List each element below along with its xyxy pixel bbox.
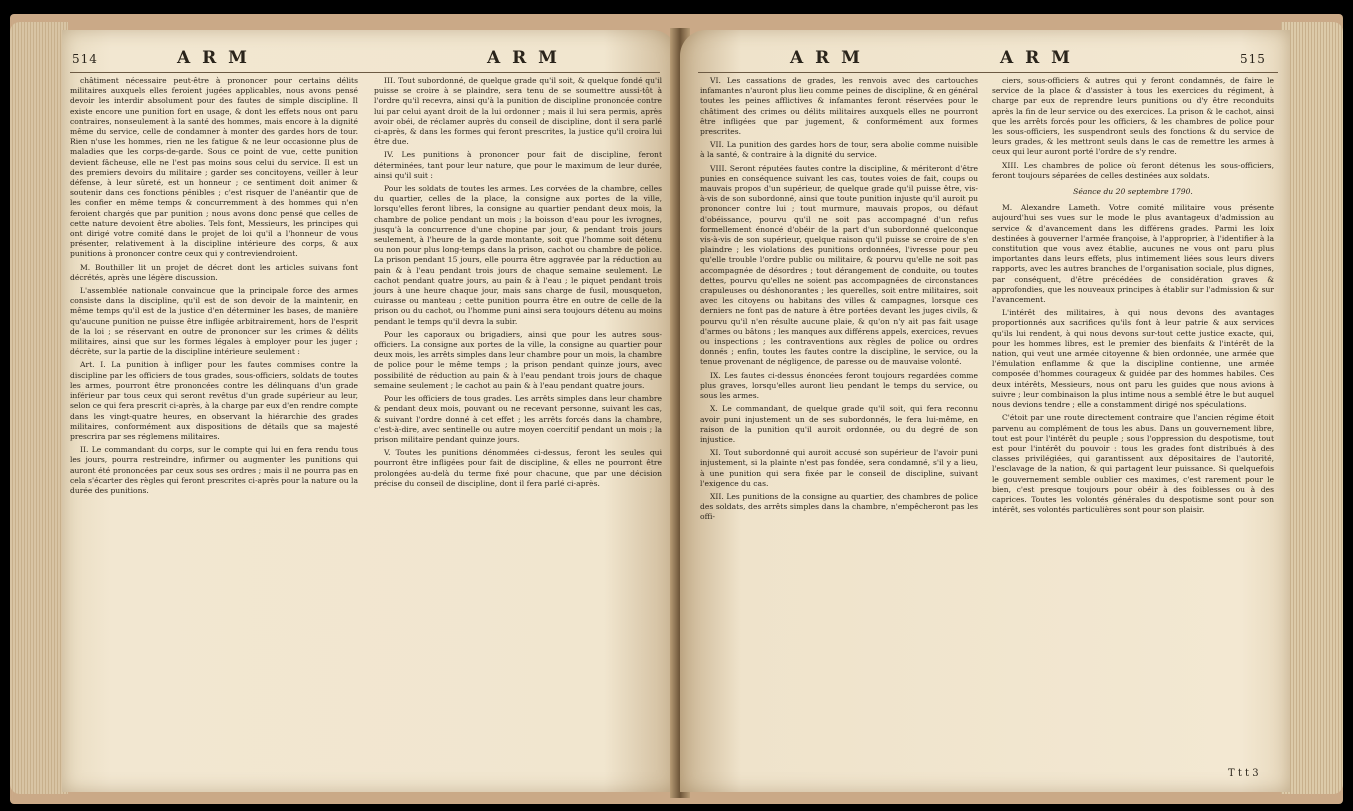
paragraph: IX. Les fautes ci-dessus énoncées feront toujours regardées comme plus graves, lorsqu'elles auront lieu pendant le temps du service, ou sous les armes. bbox=[700, 370, 978, 401]
paragraph: VII. La punition des gardes hors de tour, sera abolie comme nuisible à la santé, & contraire à la dignité du service. bbox=[700, 140, 978, 160]
signature-mark: T t t 3 bbox=[1228, 768, 1259, 779]
paragraph: VI. Les cassations de grades, les renvois avec des cartouches infamantes n'auront plus lieu comme peines de discipline, & en général toutes les peines afflictives & infamantes feront réservées pour le châtiment des crimes ou délits militaires auxquels elles ne pourront être infligées que par jugement, & conformément aux formes prescrites. bbox=[700, 76, 978, 137]
session-title: Séance du 20 septembre 1790. bbox=[1073, 187, 1193, 197]
paragraph: L'intérêt des militaires, à qui nous devons des avantages proportionnés aux sacrifices qu'ils font à leur patrie & aux services qu'ils lui rendent, à qui nous devons sur-tout cette justice exacte, qui, pour les hommes libres, est le premier des bienfaits & l'intérêt de la nation, qui veut une armée citoyenne & bien ordonnée, une armée que l'émulation enflamme & que la discipline contienne, une armée composée d'hommes courageux & guidée par des hommes habiles. Ces deux intérêts, Messieurs, nous ont paru les guides que nous avions à suivre ; leur combinaison la plus intime nous a semblé être le but auquel nous devions tendre ; elle a constamment dirigé nos spéculations. bbox=[992, 308, 1274, 410]
right-column-2 bbox=[992, 76, 1274, 518]
paragraph: Pour les soldats de toutes les armes. Les corvées de la chambre, celles du quartier, celles de la place, la consigne aux portes de la ville, lorsqu'elles feront libres, la consigne au quartier pendant deux mois, la chambre de police pendant un mois ; la boisson d'eau pour les ivrognes, jusqu'à la concurrence d'une chopine par jour, & pendant trois jours seulement, à l'heure de la garde montante, soit que l'homme soit détenu ou non pour plus long-temps dans la prison, cachot ou chambre de police. La prison pendant 15 jours, elle pourra être aggravée par la réduction au pain & à l'eau pendant trois jours de chaque semaine seulement. Le cachot pendant quatre jours, au pain & à l'eau ; le piquet pendant trois jours à une heure chaque jour, mais sans charge de fusil, mousqueton, cuirasse ou manteau ; cette punition pourra être en outre de celle de la prison ou du cachot, ou l'homme puni ainsi sera toujours détenu au moins pendant le temps qu'il devra la subir. bbox=[374, 184, 662, 326]
paragraph: Pour les caporaux ou brigadiers, ainsi que pour les autres sous-officiers. La consigne aux portes de la ville, la consigne au quartier pour deux mois, les arrêts simples dans leur chambre pour un mois, la chambre de police pour le même temps ; la prison pendant quinze jours, avec possibilité de réduction au pain & à l'eau pendant trois jours de chaque semaine seulement ; le cachot au pain & à l'eau pendant quatre jours. bbox=[374, 329, 662, 390]
paragraph: L'assemblée nationale convaincue que la principale force des armes consiste dans la discipline, qu'il est de son devoir de la maintenir, en même temps qu'il est de la justice d'en déterminer les bases, de manière qu'aucune punition ne puisse être infligée arbitrairement, hors de l'esprit de la loi ; se réservant en outre de prononcer sur les crimes & délits militaires, ainsi que sur les formes légales à employer pour les juger ; décrète, sur la partie de la discipline intérieure seulement : bbox=[70, 286, 358, 357]
paragraph: IV. Les punitions à prononcer pour fait de discipline, feront déterminées, tant pour leur nature, que pour le maximum de leur durée, ainsi qu'il suit : bbox=[374, 150, 662, 180]
paragraph: II. Le commandant du corps, sur le compte qui lui en fera rendu tous les jours, pourra restreindre, infirmer ou augmenter les punitions qui auront été prononcées par ceux sous ses ordres ; mais il ne pourra pas en cela s'écarter des règles qui feront prescrites ci-après pour la nature ou la durée des punitions. bbox=[70, 445, 358, 495]
paragraph: C'étoit par une route directement contraire que l'ancien régime étoit parvenu au complément de tous les abus. Dans un gouvernement libre, tout est pour l'intérêt du peuple ; sous l'oppression du despotisme, tout est pour l'intérêt du pouvoir : tous les grades font distribués à des classes privilégiées, qui garantissent aux dépositaires de l'autorité, l'esclavage de la nation, & qui partagent leur puissance. Si quelquefois le gouvernement semble oublier ces maximes, c'est rarement pour le bien, c'est presque toujours pour obéir à des foiblesses ou à des caprices. Toutes les volontés générales du despotisme sont pour son intérêt, ses volontés particulières sont pour son plaisir. bbox=[992, 413, 1274, 515]
paragraph: VIII. Seront réputées fautes contre la discipline, & mériteront d'être punies en conséquence suivant les cas, toutes voies de fait, coups ou mauvais propos d'un supérieur, de quelque grade qu'il puisse être, vis-à-vis de son subordonné, ainsi que toute punition injuste qu'il auroit pu prononcer contre lui ; tout murmure, mauvais propos, ou défaut d'obéissance, pourvu qu'il ne soit pas accompagné d'un refus formellement énoncé d'obéir de la part d'un subordonné quelconque vis-à-vis de son supérieur, quelque raison qu'il puisse se croire de s'en plaindre ; les violations des punitions ordonnées, l'ivresse pour peu qu'elle trouble l'ordre public ou militaire, & pourvu qu'elle ne soit pas accompagnée de désordres ; tout dérangement de conduite, ou toutes dettes, pourvu qu'elles ne soient pas accompagnées de circonstances crapuleuses ou déshonorantes ; les querelles, soit entre militaires, soit avec les citoyens ou habitans des villes & campagnes, lorsque ces derniers ne font pas de nature à être portées devant les juges civils, & pourvu qu'il n'en résulte aucune plaie, & qu'on n'y ait pas fait usage d'armes ou bâtons ; les manques aux différens appels, exercices, revues ou inspections ; les contraventions aux règles de police ou ordres donnés ; enfin, toutes les fautes contre la discipline, le service, ou la tenue provenant de négligence, de paresse ou de mauvaise volonté. bbox=[700, 163, 978, 367]
paragraph: XIII. Les chambres de police où feront détenus les sous-officiers, feront toujours séparées de celles destinées aux soldats. bbox=[992, 160, 1274, 180]
left-column-2 bbox=[374, 76, 662, 492]
right-page-number: 515 bbox=[1240, 52, 1266, 66]
paragraph: châtiment nécessaire peut-être à prononcer pour certains délits militaires auxquels elles feroient jugées applicables, nous avons pensé devoir les interdir absolument pour des fautes de simple discipline. Il existe encore une punition fort en usage, & dont les effets nous ont paru contraires, nonseulement à la santé des hommes, mais encore à la dignité même du service, celle de condamner à monter des gardes hors de tour. Rien n'use les hommes, rien ne les fatigue & ne leur occasionne plus de maladies que les corps-de-garde. Sous ce point de vue, cette punition devient fâcheuse, elle ne l'est pas moins sous celui du service. Il est un des premiers devoirs du militaire ; garder ses concitoyens, veiller à leur défense, à leur sûreté, est un honneur ; ce sentiment doit animer & soutenir dans ces fonctions pénibles ; c'est risquer de l'anéantir que de les confier en même temps & concurremment à des hommes qui n'en feroient chargés que par punition ; nous avons donc pensé que celles de cette nature devoient être abolies. Tels font, Messieurs, les principes qui ont dirigé votre comité dans le projet de loi qu'il a l'honneur de vous présenter, relativement à la discipline intérieure des corps, & aux punitions à prononcer contre ceux qui y contreviendroient. bbox=[70, 76, 358, 259]
left-column-1 bbox=[70, 76, 358, 499]
left-head-rule bbox=[70, 72, 660, 73]
paragraph: XI. Tout subordonné qui auroit accusé son supérieur de l'avoir puni injustement, si la plainte n'est pas fondée, sera condamné, s'il y a lieu, à une punition qui sera fixée par le conseil de discipline, suivant l'exigence du cas. bbox=[700, 448, 978, 488]
left-col2-running-head: A R M bbox=[487, 48, 560, 68]
left-page-number: 514 bbox=[72, 52, 98, 66]
paragraph: M. Bouthiller lit un projet de décret dont les articles suivans font décrétés, après une légère discussion. bbox=[70, 262, 358, 282]
left-running-head: A R M bbox=[177, 48, 250, 68]
paragraph: M. Alexandre Lameth. Votre comité militaire vous présente aujourd'hui ses vues sur le mode le plus avantageux d'admission au service & d'avancement dans les différens grades. Parmi les loix destinées à gouverner l'armée françoise, à l'approprier, à l'identifier à la constitution que vous avez établie, aucunes ne vous ont paru plus importantes dans leurs effets, plus intimement liées sous leurs divers rapports, avec les autres branches de l'organisation sociale, plus dignes, par conséquent, d'être précédées de considération graves & approfondies, que les nouveaux principes à établir sur l'admission & sur l'avancement. bbox=[992, 203, 1274, 305]
paragraph: X. Le commandant, de quelque grade qu'il soit, qui fera reconnu avoir puni injustement un de ses subordonnés, le fera lui-même, en raison de la punition qu'il auroit ordonnée, ou du degré de son injustice. bbox=[700, 404, 978, 444]
paragraph: Art. I. La punition à infliger pour les fautes commises contre la discipline par les officiers de tous grades, sous-officiers, soldats de toutes les armes, pourront être prononcées contre les délinquans d'un grade inférieur par tous ceux qui seront revêtus d'un grade supérieur au leur, selon ce qui fera prescrit ci-après, à la charge par eux d'en rendre compte dans les vingt-quatre heures, en observant la hiérarchie des grades militaires, conformément aux dispositions de détails que sa majesté prescrira par ses réglemens militaires. bbox=[70, 360, 358, 441]
right-col1-running-head: A R M bbox=[790, 48, 863, 68]
paragraph: ciers, sous-officiers & autres qui y feront condamnés, de faire le service de la place & d'assister à tous les exercices du régiment, à charge par eux de reprendre leurs punitions ou d'y être reconduits après la fin de leur service ou des exercices. La prison & le cachot, ainsi que les arrêts forcés pour les officiers, & les chambres de police pour les sous-officiers, les suspendront seuls des fonctions & du service de leurs grades, & les mettront seuls dans le cas de remettre les armes à ceux qui leur auront porté l'ordre de s'y rendre. bbox=[992, 76, 1274, 157]
right-running-head: A R M bbox=[1000, 48, 1073, 68]
paragraph: V. Toutes les punitions dénommées ci-dessus, feront les seules qui pourront être infligées pour fait de discipline, & elles ne pourront être prolongées au-delà du terme fixé pour chacune, que par une décision précise du conseil de discipline, dont il fera parlé ci-après. bbox=[374, 448, 662, 488]
paragraph: XII. Les punitions de la consigne au quartier, des chambres de police des soldats, des arrêts simples dans la chambre, n'empêcheront pas les offi- bbox=[700, 491, 978, 522]
right-page-edges bbox=[1281, 22, 1343, 794]
left-page bbox=[62, 30, 678, 792]
right-head-rule bbox=[698, 72, 1278, 73]
right-page bbox=[680, 30, 1290, 792]
right-column-1 bbox=[700, 76, 978, 526]
paragraph: Pour les officiers de tous grades. Les arrêts simples dans leur chambre & pendant deux mois, pouvant ou ne recevant personne, suivant les cas, & suivant l'ordre donné à cet effet ; les arrêts forcés dans la chambre, c'est-à-dire, avec sentinelle ou autre moyen coercitif pendant un mois ; la prison militaire pendant quinze jours. bbox=[374, 394, 662, 444]
paragraph: III. Tout subordonné, de quelque grade qu'il soit, & quelque fondé qu'il puisse se croire à se plaindre, sera tenu de se soumettre aussi-tôt à l'ordre qu'il recevra, ainsi qu'à la punition de discipline prononcée contre lui par celui ayant droit de la lui ordonner ; mais il lui sera permis, après avoir obéi, de réclamer auprès du conseil de discipline, dont il sera parlé ci-après, & dans les formes qui feront prescrites, la justice qu'il croira lui être due. bbox=[374, 76, 662, 147]
left-page-edges bbox=[10, 22, 68, 794]
